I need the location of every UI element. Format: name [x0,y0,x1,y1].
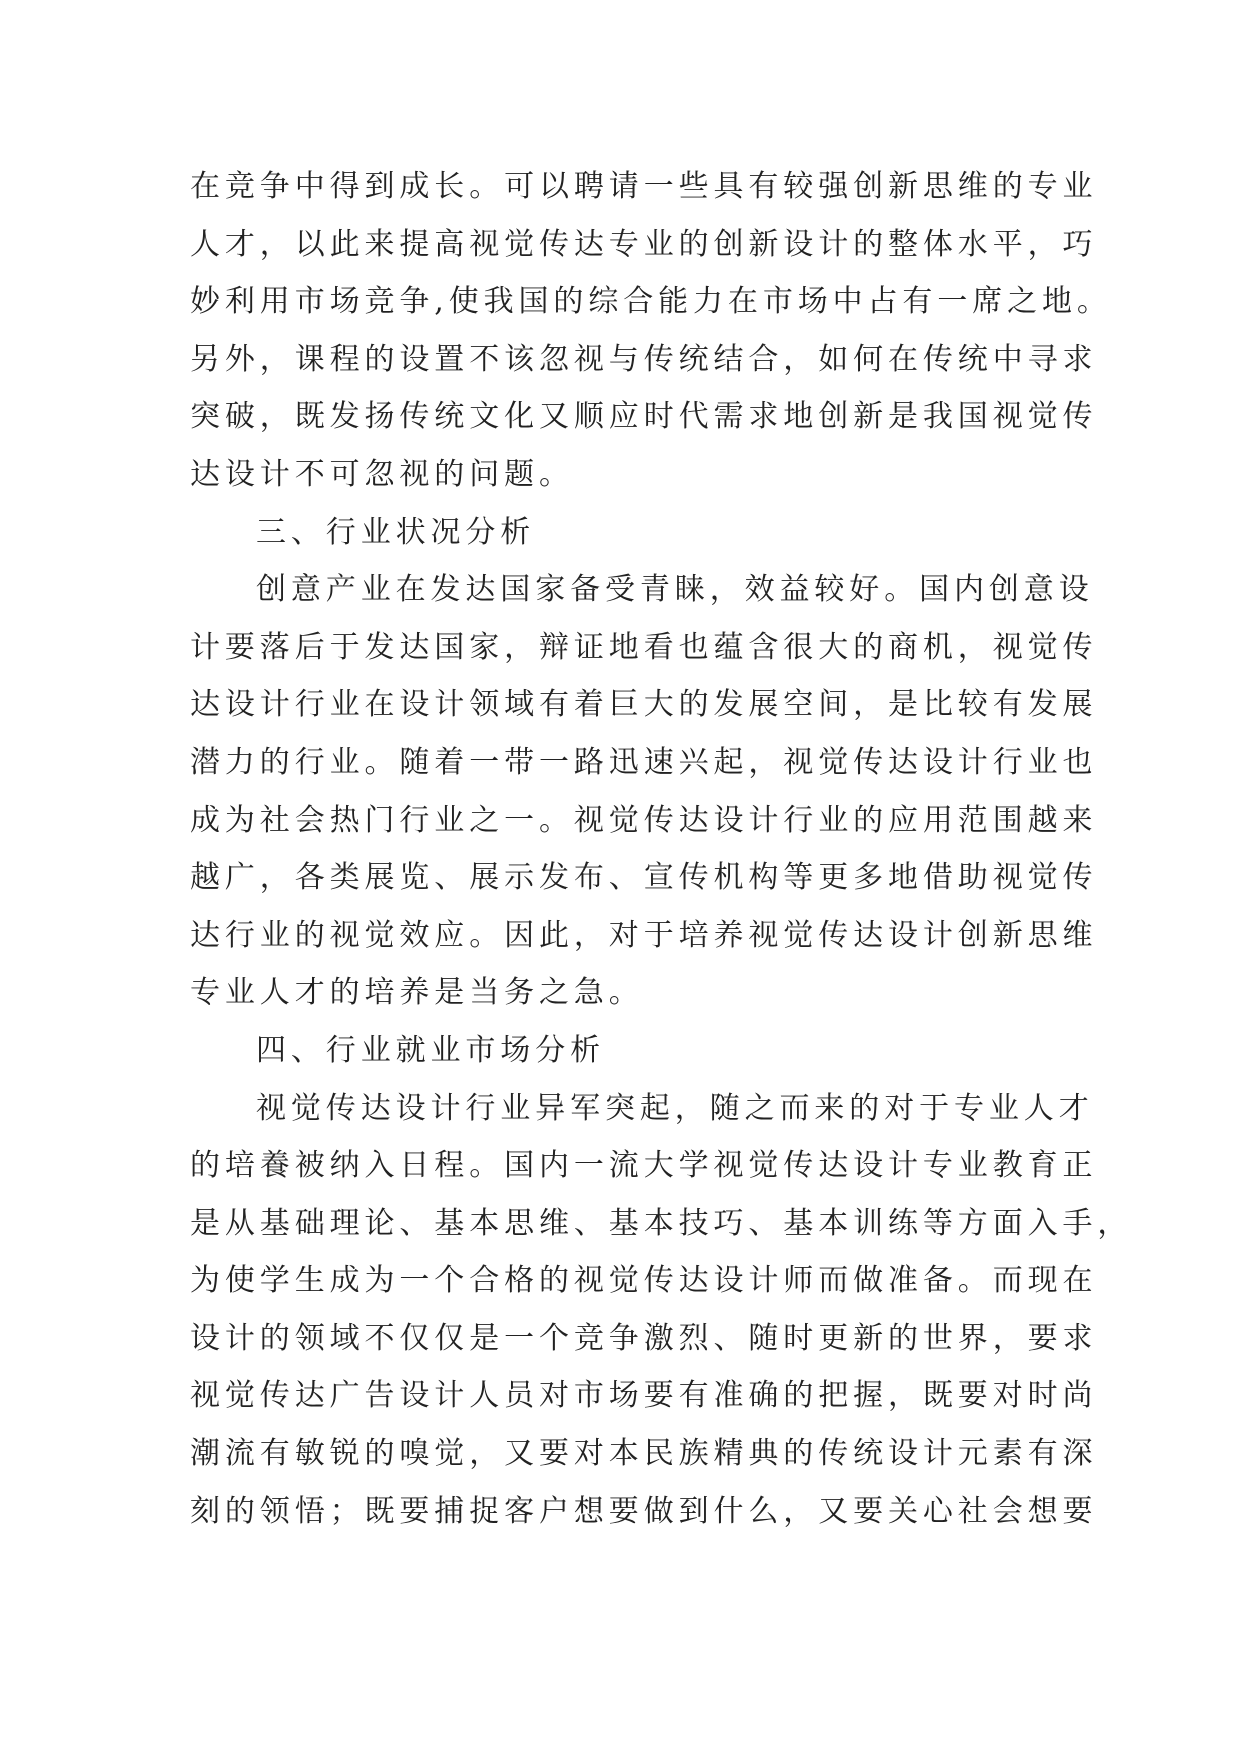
text-line: 设计的领域不仅仅是一个竞争激烈、随时更新的世界，要求 [190,1320,1098,1356]
text-line: 潮流有敏锐的嗅觉，又要对本民族精典的传统设计元素有深 [190,1436,1098,1472]
text-line: 为使学生成为一个合格的视觉传达设计师而做准备。而现在 [190,1263,1098,1299]
text-line: 专业人才的培养是当务之急。 [190,975,644,1011]
text-line: 达行业的视觉效应。因此，对于培养视觉传达设计创新思维 [190,917,1098,953]
text-line: 成为社会热门行业之一。视觉传达设计行业的应用范围越来 [190,802,1098,838]
text-line: 越广，各类展览、展示发布、宣传机构等更多地借助视觉传 [190,860,1098,896]
text-line: 潜力的行业。随着一带一路迅速兴起，视觉传达设计行业也 [190,744,1098,780]
text-line: 妙利用市场竞争,使我国的综合能力在市场中占有一席之地。 [190,284,1112,320]
section-heading: 四、行业就业市场分析 [256,1032,605,1068]
body-text [190,158,1133,1540]
text-line: 达设计不可忽视的问题。 [190,456,574,492]
text-line: 视觉传达广告设计人员对市场要有准确的把握，既要对时尚 [190,1378,1098,1414]
text-line: 达设计行业在设计领域有着巨大的发展空间，是比较有发展 [190,687,1098,723]
text-line: 在竞争中得到成长。可以聘请一些具有较强创新思维的专业 [190,169,1098,204]
section-heading: 三、行业状况分析 [256,514,536,550]
paragraph-start-line: 视觉传达设计行业异军突起，随之而来的对于专业人才 [256,1090,1094,1126]
text-line: 是从基础理论、基本思维、基本技巧、基本训练等方面入手， [190,1205,1133,1241]
paragraph-start-line: 创意产业在发达国家备受青睐，效益较好。国内创意设 [256,572,1094,608]
text-line: 突破，既发扬传统文化又顺应时代需求地创新是我国视觉传 [190,399,1098,435]
text-line: 刻的领悟；既要捕捉客户想要做到什么，又要关心社会想要 [190,1493,1098,1529]
text-line: 的培養被纳入日程。国内一流大学视觉传达设计专业教育正 [190,1148,1098,1184]
text-line: 人才，以此来提高视觉传达专业的创新设计的整体水平，巧 [190,226,1098,262]
text-line: 另外，课程的设置不该忽视与传统结合，如何在传统中寻求 [190,341,1098,377]
text-line: 计要落后于发达国家，辩证地看也蕴含很大的商机，视觉传 [190,629,1098,665]
